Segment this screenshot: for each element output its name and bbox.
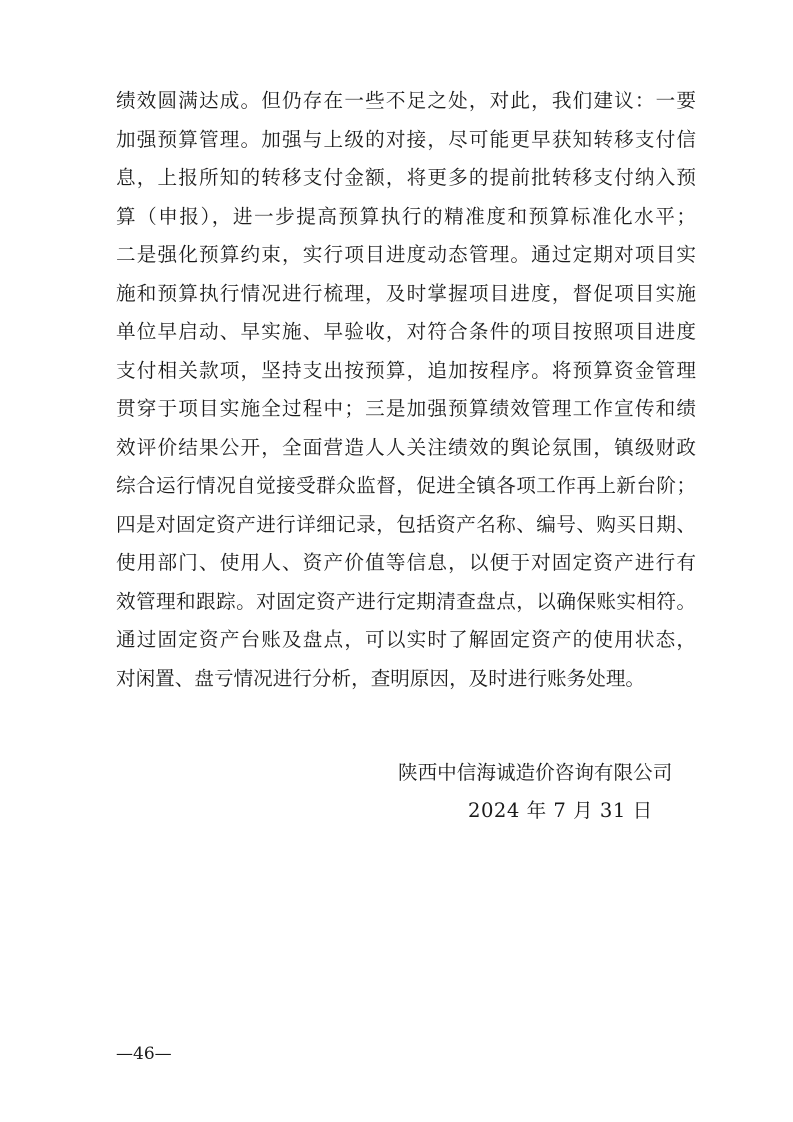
signature-organization: 陕西中信海诚造价咨询有限公司 (398, 761, 673, 784)
paragraph-line: 效评价结果公开，全面营造人人关注绩效的舆论氛围，镇级财政 (116, 435, 696, 459)
paragraph-line: 息，上报所知的转移支付金额，将更多的提前批转移支付纳入预 (116, 166, 696, 189)
paragraph-line: 支付相关款项，坚持支出按预算，追加按程序。将预算资金管理 (116, 358, 696, 382)
signature-date: 2024 年 7 月 31 日 (468, 799, 653, 822)
body-paragraph (116, 82, 696, 698)
paragraph-line: 综合运行情况自觉接受群众监督，促进全镇各项工作再上新台阶； (116, 474, 696, 497)
paragraph-line: 单位早启动、早实施、早验收，对符合条件的项目按照项目进度 (116, 320, 696, 343)
paragraph-line: 效管理和跟踪。对固定资产进行定期清查盘点，以确保账实相符。 (116, 589, 696, 613)
paragraph-line: 使用部门、使用人、资产价值等信息，以便于对固定资产进行有 (116, 551, 696, 574)
paragraph-line: 对闲置、盘亏情况进行分析，查明原因，及时进行账务处理。 (116, 666, 646, 690)
paragraph-line: 二是强化预算约束，实行项目进度动态管理。通过定期对项目实 (116, 243, 696, 266)
paragraph-line: 通过固定资产台账及盘点，可以实时了解固定资产的使用状态， (116, 628, 696, 651)
page-number: —46— (116, 1044, 172, 1064)
paragraph-line: 四是对固定资产进行详细记录，包括资产名称、编号、购买日期、 (116, 512, 696, 536)
paragraph-line: 算（申报），进一步提高预算执行的精准度和预算标准化水平； (116, 204, 696, 228)
paragraph-line: 贯穿于项目实施全过程中；三是加强预算绩效管理工作宣传和绩 (116, 397, 696, 420)
paragraph-line: 加强预算管理。加强与上级的对接，尽可能更早获知转移支付信 (116, 127, 696, 151)
paragraph-line: 施和预算执行情况进行梳理，及时掌握项目进度，督促项目实施 (116, 281, 696, 305)
paragraph-line: 绩效圆满达成。但仍存在一些不足之处，对此，我们建议：一要 (116, 89, 696, 112)
